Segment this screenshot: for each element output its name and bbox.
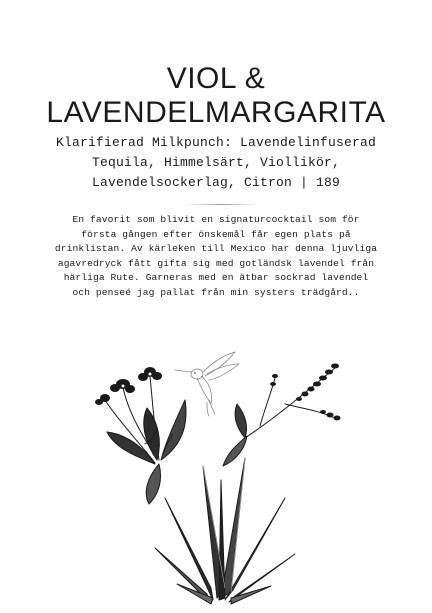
subtitle-line: Klarifierad Milkpunch: Lavendelinfuserad [55,135,377,150]
description-line: drinklistan. Av kärleken till Mexico har denna ljuvliga [54,243,378,254]
subtitle-line: Lavendelsockerlag, Citron | 189 [91,175,341,190]
description-line: härliga Rute. Garneras med en ätbar sockrad lavendel [63,272,369,283]
description-line: agavredryck fått gifta sig med gotländsk lavendel från [57,257,375,269]
description-line: och penseé jag pallat från min systers trädgård.. [72,286,360,298]
title-line-1: VIOL & [166,62,266,95]
agave-plant-icon [155,458,295,604]
description-line: första gången efter önskemål får egen plats på [81,228,351,240]
title-line-2: LAVENDELMARGARITA [46,96,386,129]
lavender-sprig-icon [223,364,341,467]
ingredients-subtitle [20,133,412,193]
botanical-illustration [85,348,350,608]
page-title [0,62,432,130]
description [24,213,408,300]
violet-flower-icon [95,367,186,504]
subtitle-line: Tequila, Himmelsärt, Viollikör, [91,155,341,170]
divider [186,204,258,205]
description-line: En favorit som blivit en signaturcocktail som för [72,214,360,225]
